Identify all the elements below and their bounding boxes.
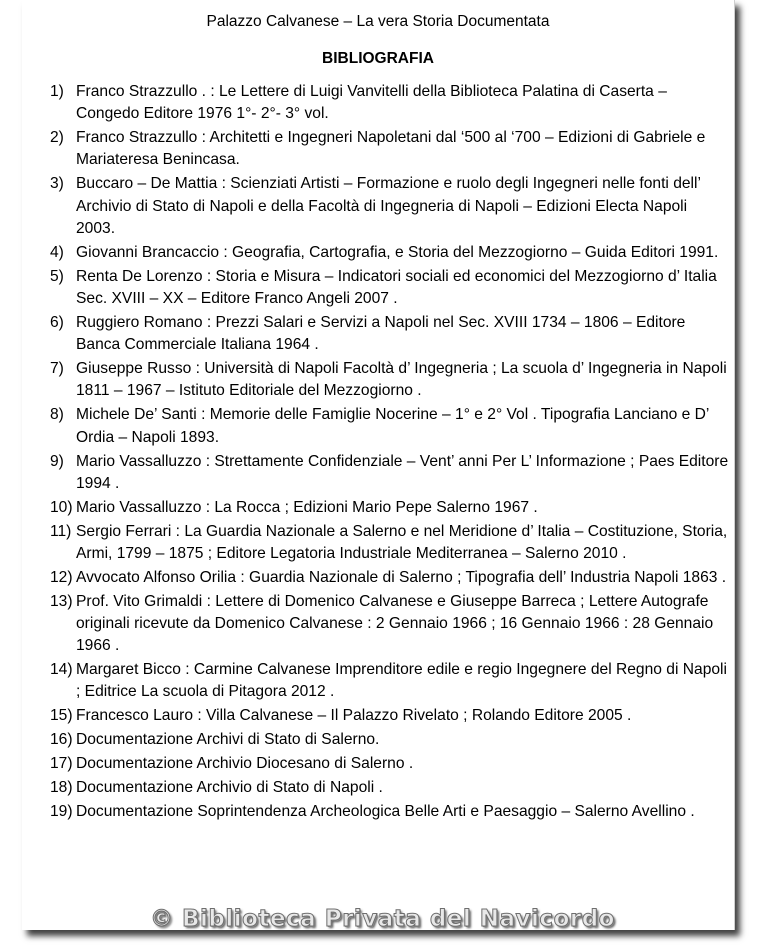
entry-text: Michele De’ Santi : Memorie delle Famiglie Nocerine – 1° e 2° Vol . Tipografia Lanciano e D’ Ordia – Napoli 1893. xyxy=(76,406,709,446)
bibliography-entry xyxy=(50,127,730,172)
bibliography-entry xyxy=(50,312,730,357)
bibliography-entry xyxy=(50,404,730,449)
entry-text: Ruggiero Romano : Prezzi Salari e Servizi a Napoli nel Sec. XVIII 1734 – 1806 – Editore Banca Commerciale Italiana 1964 . xyxy=(76,313,686,354)
entry-text: Documentazione Soprintendenza Archeologica Belle Arti e Paesaggio – Salerno Avellino . xyxy=(76,802,695,820)
bibliography-entry xyxy=(50,753,730,775)
entry-number: 9) xyxy=(50,452,64,470)
bibliography-entry xyxy=(50,567,730,589)
entry-text: Renta De Lorenzo : Storia e Misura – Indicatori sociali ed economici del Mezzogiorno d’ Italia Sec. XVIII – XX – Editore Franco Angeli 2007 . xyxy=(76,267,717,308)
bibliography-entry xyxy=(50,451,730,496)
entry-number: 18) xyxy=(50,779,73,796)
bibliography-entry xyxy=(50,777,730,799)
entry-number: 11) xyxy=(50,522,72,540)
bibliography-entry xyxy=(50,242,730,264)
entry-number: 3) xyxy=(50,175,64,193)
bibliography-entry xyxy=(50,729,730,751)
bibliography-entry xyxy=(50,659,730,704)
entry-text: Mario Vassalluzzo : Strettamente Confidenziale – Vent’ anni Per L’ Informazione ; Paes Editore 1994 . xyxy=(76,452,729,492)
entry-number: 16) xyxy=(50,731,73,749)
entry-text: Documentazione Archivi di Stato di Salerno. xyxy=(76,731,380,749)
entry-text: Franco Strazzullo . : Le Lettere di Luigi Vanvitelli della Biblioteca Palatina di Caserta – Congedo Editore 1976 1°- 2°- 3° vol. xyxy=(76,83,667,123)
entry-number: 17) xyxy=(50,755,73,773)
entry-number: 2) xyxy=(50,129,64,147)
entry-text: Buccaro – De Mattia : Scienziati Artisti – Formazione e ruolo degli Ingegneri nelle fonti dell’ Archivio di Stato di Napoli e della Facoltà di Ingegneria di Napoli – Edizioni Electa Napoli 2003. xyxy=(76,175,701,237)
bibliography-entry xyxy=(50,521,730,566)
entry-text: Documentazione Archivio di Stato di Napoli . xyxy=(76,779,383,796)
entry-text: Giovanni Brancaccio : Geografia, Cartografia, e Storia del Mezzogiorno – Guida Editori 1991. xyxy=(76,243,719,261)
bibliography-entry xyxy=(50,591,730,658)
entry-number: 8) xyxy=(50,406,64,424)
entry-number: 1) xyxy=(50,83,64,100)
document-header-title: Palazzo Calvanese – La vera Storia Documentata xyxy=(206,13,550,30)
entry-text: Francesco Lauro : Villa Calvanese – Il Palazzo Rivelato ; Rolando Editore 2005 . xyxy=(76,707,632,725)
entry-number: 13) xyxy=(50,592,73,610)
entry-number: 10) xyxy=(50,498,73,516)
entry-text: Franco Strazzullo : Architetti e Ingegneri Napoletani dal ‘500 al ‘700 – Edizioni di Gabriele e Mariateresa Benincasa. xyxy=(76,129,706,169)
bibliography-entry xyxy=(50,173,730,240)
entry-text: Sergio Ferrari : La Guardia Nazionale a Salerno e nel Meridione d’ Italia – Costituzione, Storia, Armi, 1799 – 1875 ; Editore Legatoria Industriale Mediterranea – Salerno 2010 . xyxy=(76,522,728,562)
bibliography-entry xyxy=(50,497,730,519)
document-page xyxy=(22,0,735,930)
bibliography-entry xyxy=(50,705,730,727)
bibliography-list xyxy=(50,81,730,825)
entry-number: 6) xyxy=(50,313,64,331)
bibliography-entry xyxy=(50,801,730,823)
entry-text: Mario Vassalluzzo : La Rocca ; Edizioni Mario Pepe Salerno 1967 . xyxy=(76,498,538,516)
bibliography-entry xyxy=(50,81,730,126)
bibliography-heading: BIBLIOGRAFIA xyxy=(322,50,434,67)
entry-text: Avvocato Alfonso Orilia : Guardia Nazionale di Salerno ; Tipografia dell’ Industria Napoli 1863 . xyxy=(76,568,727,586)
entry-text: Margaret Bicco : Carmine Calvanese Imprenditore edile e regio Ingegnere del Regno di Napoli ; Editrice La scuola di Pitagora 2012 . xyxy=(76,661,727,701)
entry-number: 19) xyxy=(50,802,73,820)
entry-number: 14) xyxy=(50,661,73,679)
entry-text: Documentazione Archivio Diocesano di Salerno . xyxy=(76,755,414,773)
bibliography-entry xyxy=(50,358,730,403)
entry-text: Giuseppe Russo : Università di Napoli Facoltà d’ Ingegneria ; La scuola d’ Ingegneria in Napoli 1811 – 1967 – Istituto Editoriale del Mezzogiorno . xyxy=(76,360,727,400)
entry-text: Prof. Vito Grimaldi : Lettere di Domenico Calvanese e Giuseppe Barreca ; Lettere Autografe originali ricevute da Domenico Calvanese : 2 Gennaio 1966 ; 16 Gennaio 1966 : 28 Gennaio 1966 . xyxy=(76,592,714,655)
copyright-watermark: © Biblioteca Privata del Navicordo xyxy=(150,906,615,932)
entry-number: 4) xyxy=(50,243,64,261)
entry-number: 5) xyxy=(50,267,64,285)
entry-number: 15) xyxy=(50,707,73,725)
entry-number: 7) xyxy=(50,360,64,378)
bibliography-entry xyxy=(50,266,730,311)
entry-number: 12) xyxy=(50,568,73,586)
